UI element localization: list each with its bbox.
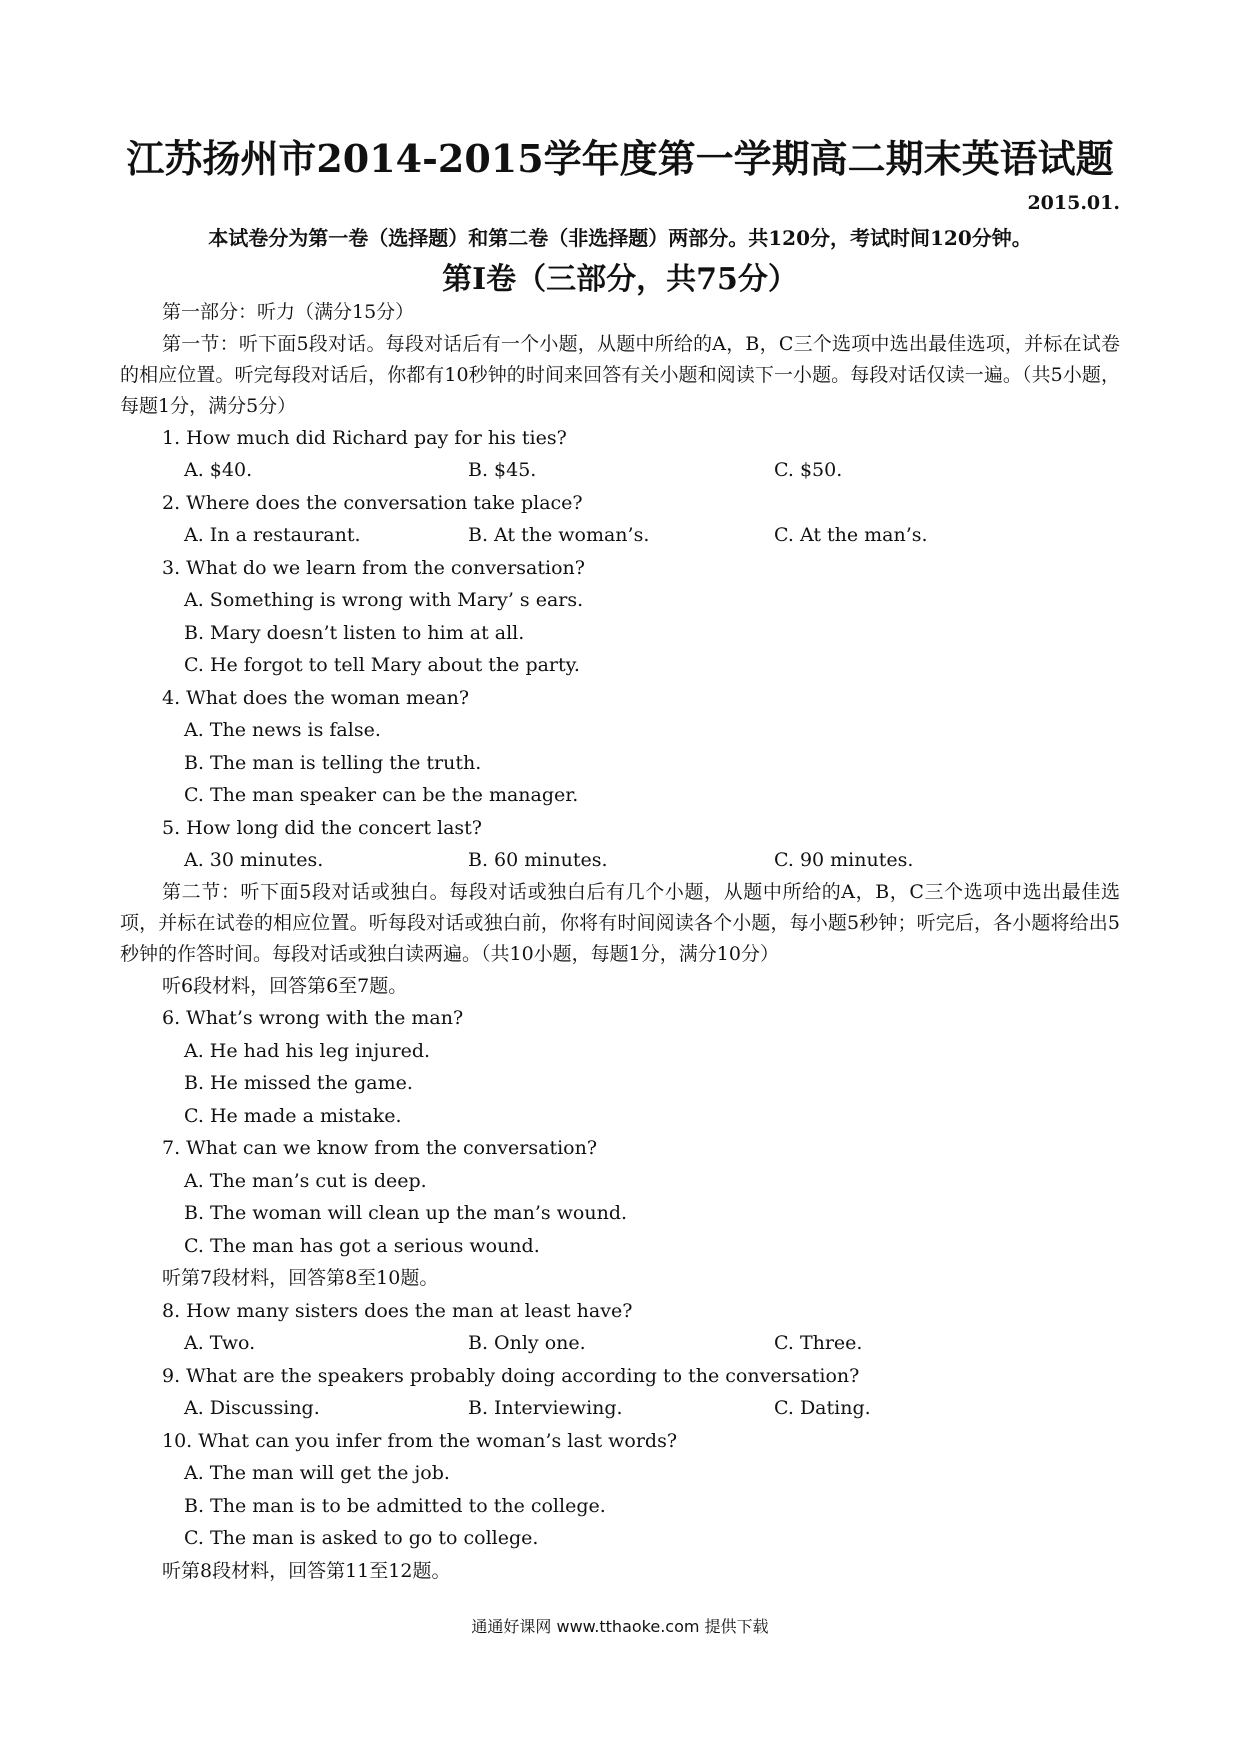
option-c: C. The man has got a serious wound. xyxy=(184,1234,540,1257)
question-9: 9. What are the speakers probably doing according to the conversation? xyxy=(162,1364,860,1387)
option-a: A. 30 minutes. xyxy=(184,849,324,871)
exam-title: 江苏扬州市2014-2015学年度第一学期高二期末英语试题 xyxy=(126,136,1114,181)
option-a: A. Something is wrong with Mary’ s ears. xyxy=(184,589,584,611)
question-3: 3. What do we learn from the conversation? xyxy=(162,556,585,579)
options-row xyxy=(120,1327,1120,1360)
option-c: C. At the man’s. xyxy=(774,524,928,546)
option-b: B. At the woman’s. xyxy=(468,524,650,546)
exam-date: 2015.01. xyxy=(1027,192,1120,214)
question-6: 6. What’s wrong with the man? xyxy=(162,1007,464,1029)
option-c: C. The man is asked to go to college. xyxy=(184,1527,539,1549)
exam-content xyxy=(120,296,1120,1587)
option-c: C. Three. xyxy=(774,1332,863,1354)
section-title: 第I卷（三部分，共75分） xyxy=(442,262,798,297)
section1-instructions: 第一节：听下面5段对话。每段对话后有一个小题，从题中所给的A，B，C三个选项中选出最佳选项，并标在试卷的相应位置。听完每段对话后，你都有10秒钟的时间来回答有关小题和阅读下一小题。每段对话仅读一遍。（共5小题，每题1分，满分5分） xyxy=(120,332,1120,417)
option-a: A. The man will get the job. xyxy=(184,1462,450,1484)
part1-heading: 第一部分：听力（满分15分） xyxy=(162,301,415,323)
option-b: B. The man is telling the truth. xyxy=(184,751,482,774)
question-10: 10. What can you infer from the woman’s last words? xyxy=(162,1429,678,1452)
option-b: B. Interviewing. xyxy=(468,1397,623,1419)
option-b: B. The woman will clean up the man’s wound. xyxy=(184,1202,628,1224)
question-2: 2. Where does the conversation take place? xyxy=(162,491,583,514)
option-a: A. Two. xyxy=(184,1332,256,1354)
section2-instructions: 第二节：听下面5段对话或独白。每段对话或独白后有几个小题，从题中所给的A，B，C三个选项中选出最佳选项，并标在试卷的相应位置。听每段对话或独白前，你将有时间阅读各个小题，每小题5秒钟；听完后，各小题将给出5秒钟的作答时间。每段对话或独白读两遍。（共10小题，每题1分，满分10分） xyxy=(120,880,1120,965)
material-6-heading: 听6段材料，回答第6至7题。 xyxy=(162,974,408,997)
question-1: 1. How much did Richard pay for his ties? xyxy=(162,426,567,449)
options-row xyxy=(120,454,1120,487)
option-c: C. He forgot to tell Mary about the party. xyxy=(184,654,580,676)
material-8-heading: 听第8段材料，回答第11至12题。 xyxy=(162,1559,451,1582)
question-8: 8. How many sisters does the man at least have? xyxy=(162,1299,633,1322)
option-b: B. The man is to be admitted to the college. xyxy=(184,1494,606,1517)
option-c: C. Dating. xyxy=(774,1397,871,1419)
question-7: 7. What can we know from the conversation? xyxy=(162,1137,598,1159)
exam-intro: 本试卷分为第一卷（选择题）和第二卷（非选择题）两部分。共120分，考试时间120分钟。 xyxy=(208,226,1032,250)
option-c: C. 90 minutes. xyxy=(774,849,914,871)
option-b: B. 60 minutes. xyxy=(468,849,608,871)
option-c: C. $50. xyxy=(774,459,843,481)
options-row xyxy=(120,844,1120,877)
option-b: B. Only one. xyxy=(468,1332,586,1354)
option-b: B. He missed the game. xyxy=(184,1072,413,1094)
question-4: 4. What does the woman mean? xyxy=(162,686,470,709)
option-a: A. Discussing. xyxy=(184,1397,320,1419)
material-7-heading: 听第7段材料，回答第8至10题。 xyxy=(162,1267,439,1289)
option-b: B. $45. xyxy=(468,459,537,481)
option-a: A. $40. xyxy=(184,459,253,481)
option-c: C. The man speaker can be the manager. xyxy=(184,784,579,806)
option-c: C. He made a mistake. xyxy=(184,1104,402,1127)
options-row xyxy=(120,1392,1120,1425)
option-a: A. The news is false. xyxy=(184,719,381,741)
option-a: A. In a restaurant. xyxy=(184,524,361,546)
question-5: 5. How long did the concert last? xyxy=(162,816,482,839)
option-a: A. He had his leg injured. xyxy=(184,1039,431,1062)
footer-source: 通通好课网 www.tthaoke.com 提供下载 xyxy=(471,1617,769,1636)
option-a: A. The man’s cut is deep. xyxy=(184,1169,427,1192)
option-b: B. Mary doesn’t listen to him at all. xyxy=(184,621,525,644)
options-row xyxy=(120,519,1120,552)
